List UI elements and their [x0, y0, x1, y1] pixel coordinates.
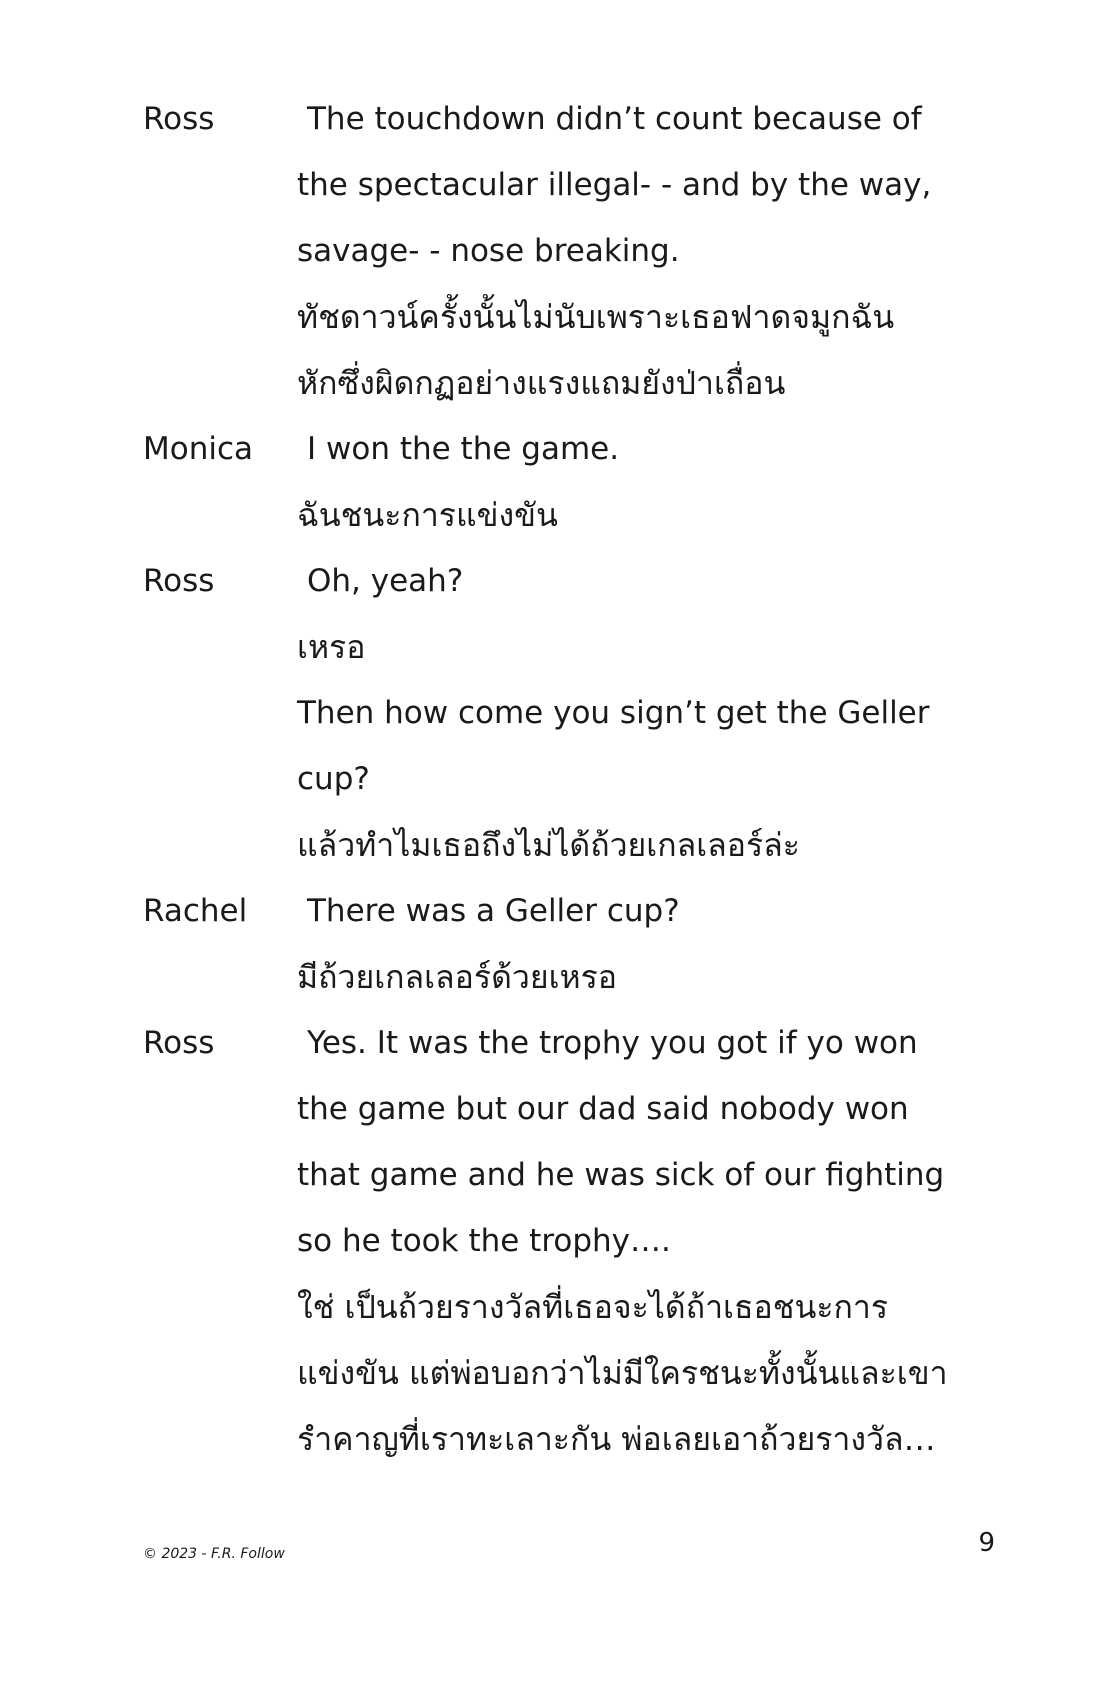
- dialogue-line: the spectacular illegal- - and by the way,: [297, 167, 932, 203]
- translation-line: รำคาญที่เราทะเลาะกัน พ่อเลยเอาถ้วยรางวัล…: [297, 1420, 936, 1458]
- dialogue-lines: [297, 548, 997, 878]
- dialogue-lines: [297, 1010, 997, 1472]
- dialogue-line: that game and he was sick of our fighting: [297, 1157, 945, 1193]
- dialogue-line: I won the the game.: [307, 431, 620, 467]
- dialogue-line: The touchdown didn’t count because of: [307, 101, 922, 137]
- speaker-name: Ross: [143, 101, 215, 137]
- dialogue-line: cup?: [297, 761, 370, 797]
- speaker-name: Monica: [143, 431, 254, 467]
- page-number: 9: [978, 1528, 995, 1558]
- copyright-notice: © 2023 - F.R. Follow: [143, 1546, 285, 1562]
- dialogue-line: so he took the trophy….: [297, 1223, 671, 1259]
- speaker-name: Ross: [143, 1025, 215, 1061]
- dialogue-line: Yes. It was the trophy you got if yo won: [307, 1025, 918, 1061]
- translation-line: หักซึ่งผิดกฏอย่างแรงแถมยังป่าเถื่อน: [297, 364, 786, 402]
- dialogue-line: There was a Geller cup?: [307, 893, 680, 929]
- dialogue-lines: [297, 86, 997, 416]
- dialogue-lines: [297, 416, 997, 548]
- translation-line: แข่งขัน แต่พ่อบอกว่าไม่มีใครชนะทั้งนั้นและเขา: [297, 1354, 948, 1392]
- dialogue-line: savage- - nose breaking.: [297, 233, 680, 269]
- translation-line: แล้วทำไมเธอถึงไม่ได้ถ้วยเกลเลอร์ล่ะ: [297, 826, 800, 864]
- dialogue-line: Oh, yeah?: [307, 563, 464, 599]
- translation-line: ฉันชนะการแข่งขัน: [297, 496, 558, 534]
- translation-line: ทัชดาวน์ครั้งนั้นไม่นับเพราะเธอฟาดจมูกฉัน: [297, 298, 895, 336]
- dialogue-line: Then how come you sign’t get the Geller: [297, 695, 930, 731]
- dialogue-lines: [297, 878, 997, 1010]
- speaker-name: Rachel: [143, 893, 248, 929]
- speaker-name: Ross: [143, 563, 215, 599]
- dialogue-line: the game but our dad said nobody won: [297, 1091, 909, 1127]
- translation-line: ใช่ เป็นถ้วยรางวัลที่เธอจะได้ถ้าเธอชนะการ: [297, 1288, 889, 1326]
- translation-line: มีถ้วยเกลเลอร์ด้วยเหรอ: [297, 958, 617, 996]
- translation-line: เหรอ: [297, 628, 366, 666]
